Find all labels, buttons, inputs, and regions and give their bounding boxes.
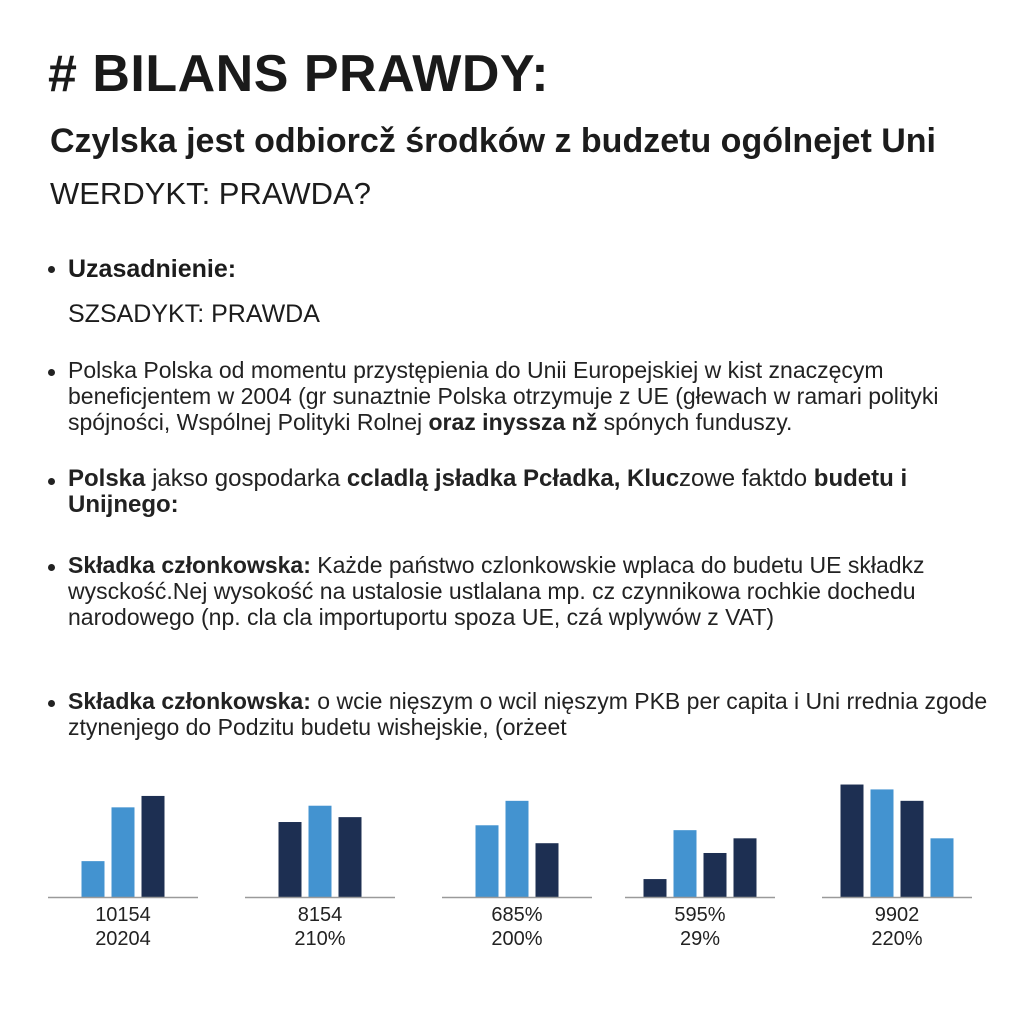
chart-tick-label: 595%	[674, 904, 726, 926]
paragraph-4	[48, 688, 988, 740]
paragraph-tail: spónych funduszy.	[603, 409, 793, 435]
chart-bar	[506, 801, 529, 897]
chart-bar	[309, 806, 332, 897]
bullet-icon	[48, 564, 55, 571]
bullet-icon	[48, 369, 55, 376]
chart-bar	[931, 838, 954, 897]
chart-bar	[142, 796, 165, 897]
chart-bar	[339, 817, 362, 897]
paragraph-2	[48, 466, 988, 518]
chart-bar	[734, 838, 757, 897]
chart-tick-label: 220%	[871, 928, 923, 950]
chart-group-label	[48, 903, 198, 951]
chart-bar	[644, 879, 667, 897]
chart-bar	[536, 843, 559, 897]
paragraph-body: Każde państwo czlonkowskie wplaca do budetu UE składkz wysckość.Nej wysokość na ustalosie ustlalana mp. cz czynnikowa rochkie dochedu narodowego (np. cla cla importuportu spoza UE, czá wplywów z VAT)	[68, 552, 925, 630]
bullet-icon	[48, 700, 55, 707]
justification-sublabel: SZSADYKT: PRAWDA	[68, 300, 320, 328]
page-title: # BILANS PRAWDY:	[48, 45, 550, 103]
page-subtitle: Czylska jest odbiorcž środków z budzetu ogólnejet Uni	[50, 122, 936, 160]
paragraph-text	[68, 357, 988, 435]
paragraph-text	[68, 688, 988, 740]
chart-tick-label: 8154	[297, 904, 343, 926]
chart-tick-label: 9902	[874, 904, 920, 926]
paragraph-tail: zowe faktdo	[679, 465, 808, 492]
chart-tick-label: 210%	[294, 928, 346, 950]
chart-bar	[112, 807, 135, 897]
chart-tick-label: 20204	[95, 928, 151, 950]
chart-bar	[871, 789, 894, 897]
paragraph-1	[48, 357, 988, 435]
chart-group-label	[245, 903, 395, 951]
paragraph-lead: Składka członkowska:	[68, 688, 311, 714]
paragraph-body: Polska Polska od momentu przystępienia do Unii Europejskiej w kist znaczęcym beneficjentem w 2004 (gr sunaztnie Polska otrzymuje z UE (głewach w ramari polityki spójności, Wspólnej Polityki Rolnej	[68, 357, 939, 435]
chart-tick-label: 685%	[491, 904, 543, 926]
chart-group-label	[822, 903, 972, 951]
paragraph-lead: Polska	[68, 465, 146, 492]
verdict-text: WERDYKT: PRAWDA?	[50, 176, 371, 211]
paragraph-body: jakso gospodarka	[152, 465, 341, 492]
paragraph-text	[68, 466, 988, 518]
chart-bar	[82, 861, 105, 897]
chart-group-label	[625, 903, 775, 951]
chart-tick-label: 10154	[95, 904, 151, 926]
bar-chart	[0, 770, 1024, 905]
paragraph-emphasis: ccladlą jsładka Pcładka, Kluc	[346, 465, 680, 492]
chart-bar	[704, 853, 727, 897]
bullet-icon	[48, 266, 55, 273]
paragraph-body: o wcie nięszym o wcil nięszym PKB per capita i Uni rrednia zgode ztynenjego do Podzitu budetu wishejskie, (orżeet	[68, 688, 988, 740]
chart-bar	[841, 785, 864, 897]
paragraph-emphasis: oraz inyssza nž	[428, 409, 598, 435]
chart-bar	[279, 822, 302, 897]
chart-tick-label: 200%	[491, 928, 543, 950]
bar-chart-strip	[0, 770, 1024, 970]
chart-bar	[476, 825, 499, 897]
chart-bar	[901, 801, 924, 897]
paragraph-3	[48, 552, 988, 630]
paragraph-text	[68, 552, 988, 630]
bullet-icon	[48, 478, 55, 485]
chart-bar	[674, 830, 697, 897]
justification-section	[48, 254, 988, 284]
justification-label: Uzasadnienie:	[68, 255, 237, 283]
paragraph-emphasis-2: budetu i Unijnego:	[68, 465, 908, 518]
paragraph-lead: Składka członkowska:	[68, 552, 311, 578]
chart-group-label	[442, 903, 592, 951]
chart-tick-label: 29%	[679, 928, 721, 950]
